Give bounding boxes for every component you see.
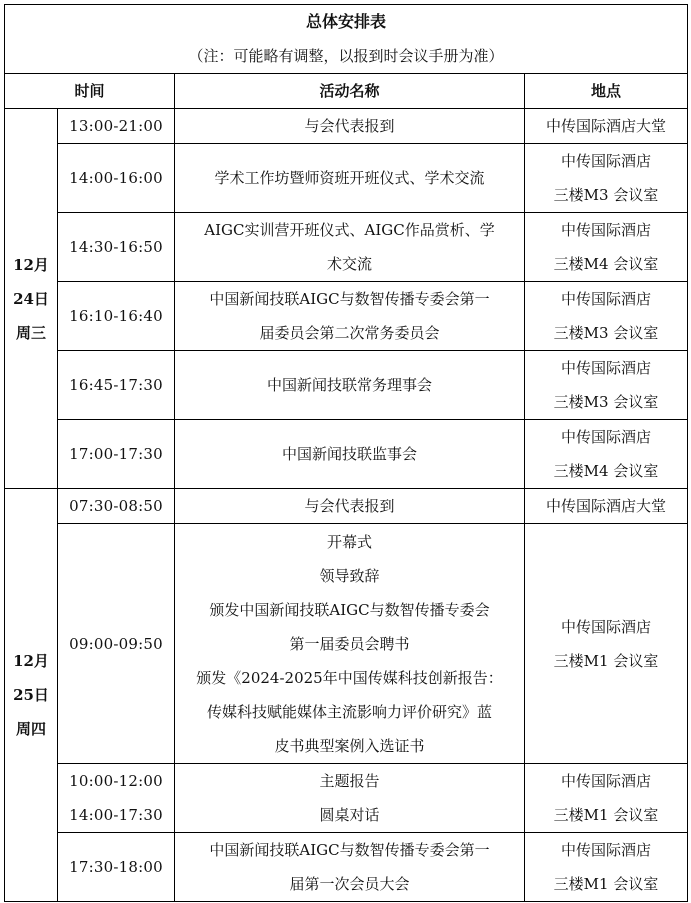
- day1-weekday: 周三: [15, 323, 46, 342]
- activity-cell: [175, 351, 525, 420]
- activity-text: 圆桌对话: [319, 806, 380, 824]
- schedule-table: [4, 4, 688, 902]
- day1-month: 12月: [13, 255, 49, 274]
- table-row: [5, 489, 688, 524]
- activity-text: 开幕式: [326, 532, 372, 551]
- table-row: [5, 833, 688, 902]
- location-text: 中传国际酒店大堂: [546, 117, 667, 135]
- activity-cell: [175, 524, 525, 764]
- location-cell: [525, 833, 688, 902]
- time-cell: [58, 420, 175, 489]
- activity-cell: [175, 833, 525, 902]
- activity-text: 颁发中国新闻技联AIGC与数智传播专委会: [209, 600, 490, 619]
- activity-text: 皮书典型案例入选证书: [274, 736, 425, 755]
- title-cell: [5, 5, 688, 74]
- time-text: 14:30-16:50: [69, 238, 163, 256]
- activity-text: 术交流: [326, 255, 372, 273]
- location-text: 三楼M3 会议室: [553, 186, 659, 204]
- location-text: 三楼M3 会议室: [553, 393, 659, 411]
- activity-text: 中国新闻技联监事会: [281, 445, 417, 463]
- activity-text: 与会代表报到: [304, 497, 395, 515]
- activity-cell: [175, 489, 525, 524]
- time-cell: [58, 213, 175, 282]
- time-text: 09:00-09:50: [69, 634, 163, 653]
- location-text: 中传国际酒店: [561, 290, 652, 308]
- activity-text: AIGC实训营开班仪式、AIGC作品赏析、学: [204, 221, 495, 239]
- time-text: 16:45-17:30: [69, 376, 163, 394]
- day2-date: 25日: [13, 686, 49, 704]
- time-cell: [58, 109, 175, 144]
- location-cell: [525, 489, 688, 524]
- time-text: 10:00-12:00: [69, 772, 163, 790]
- activity-text: 届委员会第二次常务委员会: [259, 324, 440, 342]
- time-cell: [58, 351, 175, 420]
- time-cell: [58, 833, 175, 902]
- day2-month: 12月: [13, 652, 49, 670]
- activity-cell: [175, 764, 525, 833]
- header-time: 时间: [5, 74, 175, 109]
- location-cell: [525, 420, 688, 489]
- header-location: 地点: [525, 74, 688, 109]
- activity-text: 届第一次会员大会: [289, 875, 410, 893]
- activity-cell: [175, 144, 525, 213]
- activity-text: 与会代表报到: [304, 117, 395, 135]
- time-cell: [58, 524, 175, 764]
- table-row: [5, 109, 688, 144]
- day1-label: [5, 109, 58, 489]
- location-text: 中传国际酒店: [561, 772, 652, 790]
- time-cell: [58, 764, 175, 833]
- table-row: [5, 213, 688, 282]
- location-text: 中传国际酒店: [561, 428, 652, 446]
- activity-text: 领导致辞: [319, 566, 380, 585]
- time-text: 17:30-18:00: [69, 858, 163, 876]
- location-cell: [525, 109, 688, 144]
- activity-text: 中国新闻技联常务理事会: [266, 376, 432, 394]
- activity-text: 传媒科技赋能媒体主流影响力评价研究》蓝: [206, 702, 492, 721]
- activity-cell: [175, 282, 525, 351]
- activity-text: 中国新闻技联AIGC与数智传播专委会第一: [209, 290, 490, 308]
- table-title: 总体安排表: [306, 12, 387, 31]
- activity-text: 第一届委员会聘书: [289, 634, 410, 653]
- time-cell: [58, 489, 175, 524]
- location-text: 三楼M1 会议室: [553, 651, 659, 670]
- time-text: 14:00-17:30: [69, 806, 163, 824]
- time-text: 07:30-08:50: [69, 497, 163, 515]
- location-text: 中传国际酒店: [561, 221, 652, 239]
- table-row: [5, 420, 688, 489]
- location-cell: [525, 764, 688, 833]
- table-row: [5, 144, 688, 213]
- table-note: （注：可能略有调整，以报到时会议手册为准）: [188, 47, 504, 65]
- table-row: [5, 282, 688, 351]
- day2-label: [5, 489, 58, 902]
- header-row: [5, 74, 688, 109]
- title-row: [5, 5, 688, 74]
- location-cell: [525, 351, 688, 420]
- table-row: [5, 524, 688, 764]
- location-text: 中传国际酒店大堂: [546, 497, 667, 515]
- location-cell: [525, 213, 688, 282]
- location-text: 中传国际酒店: [561, 617, 652, 636]
- time-cell: [58, 282, 175, 351]
- day1-date: 24日: [13, 289, 49, 308]
- time-text: 16:10-16:40: [69, 307, 163, 325]
- activity-text: 学术工作坊暨师资班开班仪式、学术交流: [214, 169, 485, 187]
- location-text: 中传国际酒店: [561, 359, 652, 377]
- location-text: 三楼M3 会议室: [553, 324, 659, 342]
- location-cell: [525, 282, 688, 351]
- location-cell: [525, 144, 688, 213]
- table-row: [5, 764, 688, 833]
- location-text: 三楼M4 会议室: [553, 255, 659, 273]
- activity-cell: [175, 109, 525, 144]
- activity-text: 中国新闻技联AIGC与数智传播专委会第一: [209, 841, 490, 859]
- activity-cell: [175, 420, 525, 489]
- location-text: 三楼M1 会议室: [553, 875, 659, 893]
- activity-text: 主题报告: [319, 772, 380, 790]
- location-text: 三楼M4 会议室: [553, 462, 659, 480]
- time-text: 14:00-16:00: [69, 169, 163, 187]
- time-cell: [58, 144, 175, 213]
- location-text: 中传国际酒店: [561, 152, 652, 170]
- location-text: 中传国际酒店: [561, 841, 652, 859]
- header-activity: 活动名称: [175, 74, 525, 109]
- day2-weekday: 周四: [15, 720, 46, 738]
- location-text: 三楼M1 会议室: [553, 806, 659, 824]
- activity-text: 颁发《2024-2025年中国传媒科技创新报告：: [196, 668, 503, 687]
- activity-cell: [175, 213, 525, 282]
- location-cell: [525, 524, 688, 764]
- time-text: 17:00-17:30: [69, 445, 163, 463]
- time-text: 13:00-21:00: [69, 117, 163, 135]
- table-row: [5, 351, 688, 420]
